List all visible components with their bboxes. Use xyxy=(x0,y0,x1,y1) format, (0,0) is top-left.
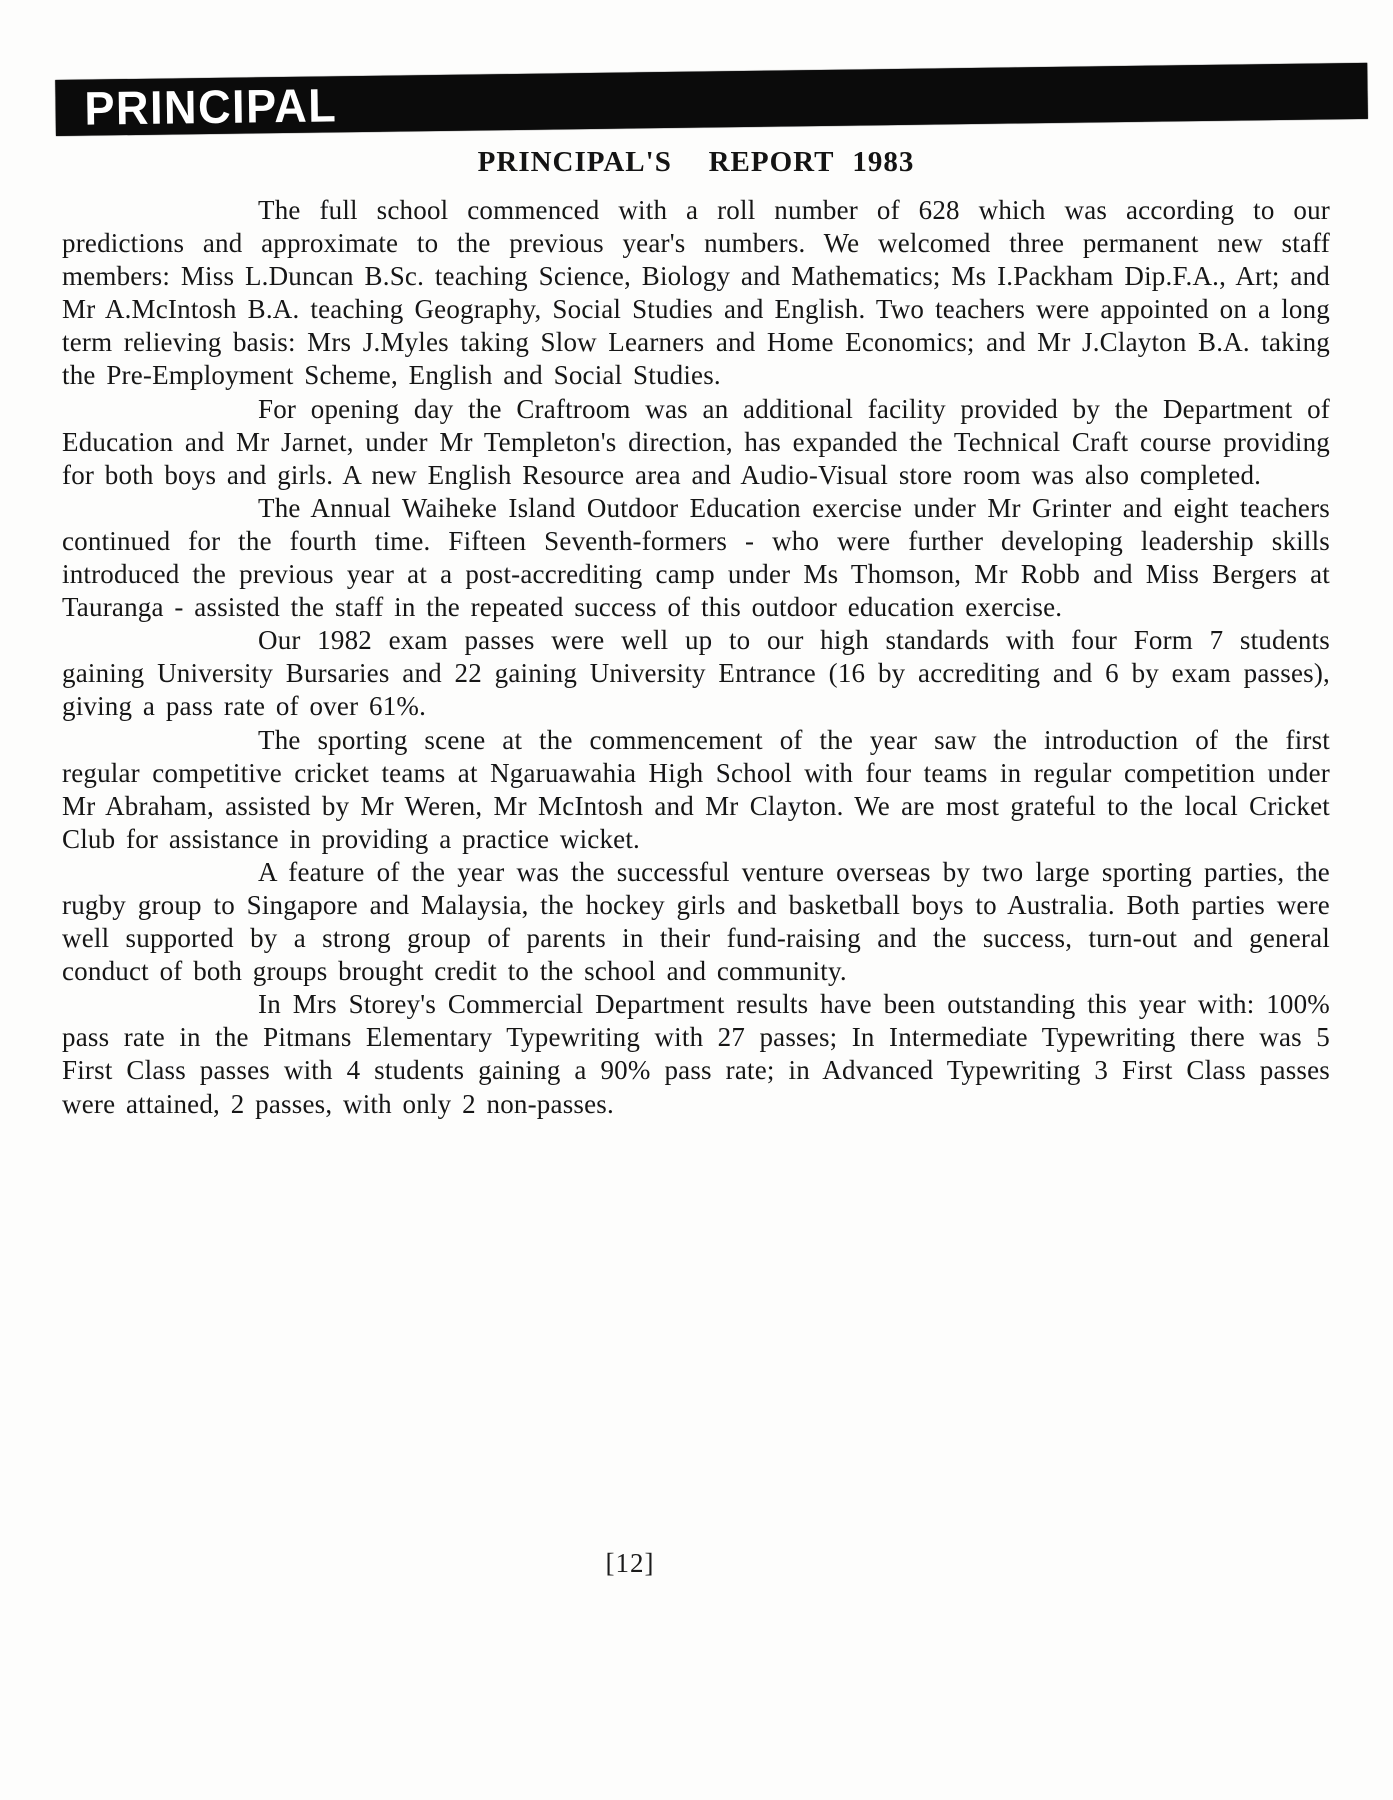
report-paragraph-2: For opening day the Craftroom was an additional facility provided by the Department of Education and Mr Jarnet, under Mr Templeton's direction, has expanded the Technical Craft course providing for both boys and girls. A new English Resource area and Audio-Visual store room was also completed. xyxy=(62,393,1330,490)
page-number: [12] xyxy=(605,1548,655,1578)
report-heading: PRINCIPAL'S REPORT 1983 xyxy=(477,146,915,178)
section-banner xyxy=(55,63,1368,136)
report-paragraph-5: The sporting scene at the commencement of the year saw the introduction of the first regular competitive cricket teams at Ngaruawahia High School with four teams in regular competition under Mr Abraham, assisted by Mr Weren, Mr McIntosh and Mr Clayton. We are most grateful to the local Cricket Club for assistance in providing a practice wicket. xyxy=(62,724,1330,854)
report-paragraph-4: Our 1982 exam passes were well up to our high standards with four Form 7 students gaining University Bursaries and 22 gaining University Entrance (16 by accrediting and 6 by exam passes), giving a pass rate of over 61%. xyxy=(62,625,1330,722)
report-paragraph-1: The full school commenced with a roll number of 628 which was according to our predictions and approximate to the previous year's numbers. We welcomed three permanent new staff members: Miss L.Duncan B.Sc. teaching Science, Biology and Mathematics; Ms I.Packham Dip.F.A., Art; and Mr A.McIntosh B.A. teaching Geography, Social Studies and English. Two teachers were appointed on a long term relieving basis: Mrs J.Myles taking Slow Learners and Home Economics; and Mr J.Clayton B.A. taking the Pre-Employment Scheme, English and Social Studies. xyxy=(62,195,1330,391)
report-paragraph-7: In Mrs Storey's Commercial Department results have been outstanding this year with: 100% pass rate in the Pitmans Elementary Typewriting with 27 passes; In Intermediate Typewriting there was 5 First Class passes with 4 students gaining a 90% pass rate; in Advanced Typewriting 3 First Class passes were attained, 2 passes, with only 2 non-passes. xyxy=(62,989,1330,1119)
report-body xyxy=(62,194,1330,1121)
report-paragraph-6: A feature of the year was the successful venture overseas by two large sporting parties, the rugby group to Singapore and Malaysia, the hockey girls and basketball boys to Australia. Both parties were well supported by a strong group of parents in their fund-raising and the success, turn-out and general conduct of both groups brought credit to the school and community. xyxy=(62,856,1330,987)
report-paragraph-3: The Annual Waiheke Island Outdoor Education exercise under Mr Grinter and eight teachers continued for the fourth time. Fifteen Seventh-formers - who were further developing leadership skills introduced the previous year at a post-accrediting camp under Ms Thomson, Mr Robb and Miss Bergers at Tauranga - assisted the staff in the repeated success of this outdoor education exercise. xyxy=(62,492,1330,623)
banner-title: PRINCIPAL xyxy=(84,77,338,135)
